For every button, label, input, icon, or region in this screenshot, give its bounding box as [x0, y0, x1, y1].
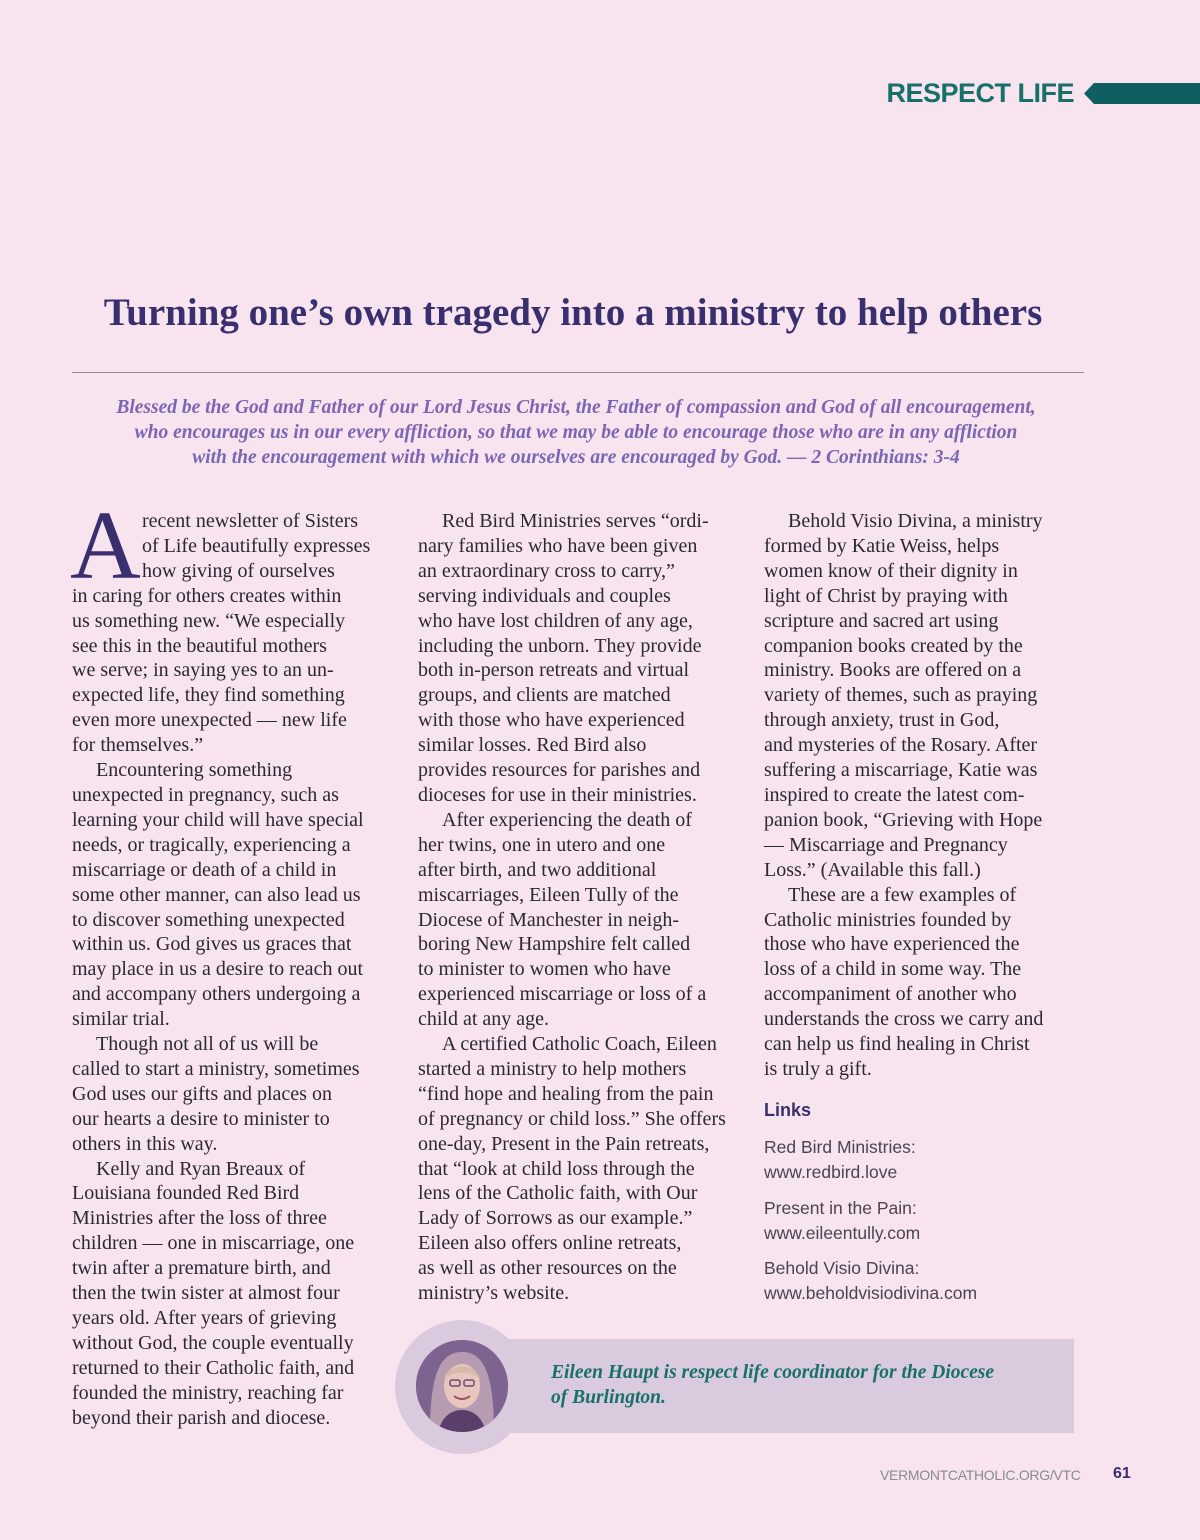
- paragraph: [72, 1032, 384, 1157]
- article-column-3: [764, 509, 1076, 1082]
- link-url[interactable]: www.beholdvisiodivina.com: [764, 1283, 978, 1303]
- title-divider: [72, 372, 1084, 373]
- paragraph: [418, 1032, 730, 1306]
- text-line: and accompany others undergoing a: [72, 983, 361, 1006]
- text-line: Red Bird Ministries serves “ordi-: [442, 510, 709, 532]
- paragraph: [418, 509, 730, 808]
- text-line: twin after a premature birth, and: [72, 1257, 331, 1280]
- text-line: including the unborn. They provide: [418, 634, 702, 657]
- footer-url[interactable]: VERMONTCATHOLIC.ORG/VTC: [880, 1467, 1081, 1483]
- text-line: Ministries after the loss of three: [72, 1207, 327, 1230]
- text-line: nary families who have been given: [418, 534, 698, 557]
- text-line: boring New Hampshire felt called: [418, 933, 691, 956]
- text-line: — Miscarriage and Pregnancy: [764, 833, 1008, 856]
- text-line: “find hope and healing from the pain: [418, 1082, 714, 1105]
- text-line: how giving of ourselves: [142, 559, 335, 582]
- scripture-quote: [60, 395, 1092, 470]
- text-line: miscarriages, Eileen Tully of the: [418, 883, 679, 906]
- text-line: serving individuals and couples: [418, 584, 671, 607]
- text-line: groups, and clients are matched: [418, 684, 671, 707]
- page-number: 61: [1113, 1465, 1131, 1482]
- text-line: dioceses for use in their ministries.: [418, 783, 697, 806]
- text-line: learning your child will have special: [72, 808, 364, 831]
- text-line: variety of themes, such as praying: [764, 684, 1038, 707]
- text-line: see this in the beautiful mothers: [72, 634, 327, 657]
- text-line: similar losses. Red Bird also: [418, 734, 647, 757]
- text-line: children — one in miscarriage, one: [72, 1232, 355, 1255]
- text-line: suffering a miscarriage, Katie was: [764, 759, 1038, 782]
- text-line: some other manner, can also lead us: [72, 883, 361, 906]
- link-present-in-the-pain[interactable]: [764, 1196, 920, 1246]
- text-line: Behold Visio Divina, a ministry: [788, 510, 1043, 532]
- text-line: of Life beautifully expresses: [142, 534, 371, 557]
- text-line: founded the ministry, reaching far: [72, 1381, 344, 1404]
- text-line: Diocese of Manchester in neigh-: [418, 908, 680, 931]
- text-line: called to start a ministry, sometimes: [72, 1057, 360, 1080]
- text-line: scripture and sacred art using: [764, 609, 999, 632]
- text-line: expected life, they find something: [72, 684, 345, 707]
- text-line: of pregnancy or child loss.” She offers: [418, 1107, 726, 1130]
- text-line: accompaniment of another who: [764, 983, 1017, 1006]
- text-line: started a ministry to help mothers: [418, 1057, 687, 1080]
- text-line: others in this way.: [72, 1132, 218, 1155]
- text-line: with those who have experienced: [418, 709, 685, 732]
- paragraph: [764, 883, 1076, 1082]
- text-line: to discover something unexpected: [72, 908, 345, 931]
- text-line: our hearts a desire to minister to: [72, 1107, 330, 1130]
- text-line: through anxiety, trust in God,: [764, 709, 1000, 732]
- text-line: lens of the Catholic faith, with Our: [418, 1182, 698, 1205]
- section-bar: [1084, 83, 1200, 104]
- text-line: after birth, and two additional: [418, 858, 657, 881]
- article-title: Turning one’s own tragedy into a ministry to help others: [103, 291, 1043, 334]
- text-line: within us. God gives us graces that: [72, 933, 352, 956]
- text-line: child at any age.: [418, 1008, 550, 1031]
- text-line: both in-person retreats and virtual: [418, 659, 690, 682]
- paragraph: [418, 808, 730, 1032]
- text-line: Eileen also offers online retreats,: [418, 1232, 682, 1255]
- text-line: an extraordinary cross to carry,”: [418, 559, 675, 582]
- quote-line: Blessed be the God and Father of our Lord Jesus Christ, the Father of compassion and God of all encouragement,: [116, 397, 1036, 418]
- article-column-2: [418, 509, 730, 1306]
- quote-line: who encourages us in our every affliction, so that we may be able to encourage those who are in any affliction: [134, 422, 1018, 443]
- text-line: provides resources for parishes and: [418, 759, 701, 782]
- text-line: light of Christ by praying with: [764, 584, 1008, 607]
- text-line: loss of a child in some way. The: [764, 958, 1022, 981]
- section-label: RESPECT LIFE: [886, 78, 1074, 108]
- paragraph: [72, 1157, 384, 1431]
- author-bio: [551, 1360, 1051, 1410]
- text-line: A certified Catholic Coach, Eileen: [442, 1033, 717, 1056]
- text-line: Louisiana founded Red Bird: [72, 1182, 300, 1205]
- paragraph: [72, 758, 384, 1032]
- text-line: who have lost children of any age,: [418, 609, 693, 632]
- text-line: ministry. Books are offered on a: [764, 659, 1022, 682]
- link-red-bird[interactable]: [764, 1135, 916, 1185]
- bio-line: Eileen Haupt is respect life coordinator for the Diocese: [551, 1362, 995, 1383]
- text-line: even more unexpected — new life: [72, 709, 347, 732]
- link-label: Red Bird Ministries:: [764, 1137, 916, 1157]
- text-line: formed by Katie Weiss, helps: [764, 534, 1000, 557]
- text-line: can help us find healing in Christ: [764, 1033, 1030, 1056]
- text-line: recent newsletter of Sisters: [142, 510, 359, 532]
- text-line: and mysteries of the Rosary. After: [764, 734, 1038, 757]
- text-line: After experiencing the death of: [442, 808, 692, 831]
- text-line: Catholic ministries founded by: [764, 908, 1012, 931]
- text-line: inspired to create the latest com-: [764, 783, 1025, 806]
- text-line: Kelly and Ryan Breaux of: [96, 1157, 306, 1180]
- text-line: without God, the couple eventually: [72, 1331, 354, 1354]
- text-line: understands the cross we carry and: [764, 1008, 1044, 1031]
- text-line: is truly a gift.: [764, 1057, 872, 1080]
- bio-line: of Burlington.: [551, 1387, 666, 1408]
- text-line: we serve; in saying yes to an un-: [72, 659, 334, 682]
- text-line: Though not all of us will be: [96, 1033, 319, 1056]
- link-url[interactable]: www.redbird.love: [764, 1162, 898, 1182]
- text-line: Loss.” (Available this fall.): [764, 858, 981, 881]
- text-line: Lady of Sorrows as our example.”: [418, 1207, 693, 1230]
- quote-line: with the encouragement with which we ourselves are encouraged by God. — 2 Corinthians: 3-4: [192, 447, 960, 468]
- text-line: ministry’s website.: [418, 1282, 570, 1305]
- text-line: in caring for others creates within: [72, 584, 342, 607]
- text-line: that “look at child loss through the: [418, 1157, 695, 1180]
- text-line: those who have experienced the: [764, 933, 1020, 956]
- text-line: These are a few examples of: [788, 883, 1017, 906]
- article-column-1: [72, 509, 384, 1431]
- text-line: us something new. “We especially: [72, 609, 346, 632]
- link-url[interactable]: www.eileentully.com: [764, 1223, 921, 1243]
- text-line: Encountering something: [96, 759, 293, 782]
- text-line: one-day, Present in the Pain retreats,: [418, 1132, 710, 1155]
- text-line: companion books created by the: [764, 634, 1023, 657]
- text-line: panion book, “Grieving with Hope: [764, 808, 1043, 831]
- text-line: returned to their Catholic faith, and: [72, 1356, 355, 1379]
- link-label: Present in the Pain:: [764, 1198, 917, 1218]
- link-label: Behold Visio Divina:: [764, 1258, 920, 1278]
- text-line: years old. After years of grieving: [72, 1307, 337, 1329]
- text-line: her twins, one in utero and one: [418, 833, 666, 856]
- links-heading: Links: [764, 1100, 812, 1120]
- text-line: then the twin sister at almost four: [72, 1282, 340, 1305]
- text-line: to minister to women who have: [418, 958, 671, 981]
- text-line: miscarriage or death of a child in: [72, 858, 337, 881]
- text-line: similar trial.: [72, 1008, 170, 1031]
- text-line: unexpected in pregnancy, such as: [72, 783, 339, 806]
- paragraph: [764, 509, 1076, 883]
- text-line: as well as other resources on the: [418, 1257, 677, 1280]
- text-line: beyond their parish and diocese.: [72, 1406, 331, 1429]
- text-line: God uses our gifts and places on: [72, 1082, 332, 1105]
- text-line: for themselves.”: [72, 734, 204, 757]
- text-line: women know of their dignity in: [764, 559, 1018, 582]
- link-behold-visio-divina[interactable]: [764, 1256, 977, 1306]
- text-line: experienced miscarriage or loss of a: [418, 983, 707, 1006]
- author-photo: [416, 1340, 508, 1432]
- avatar-illustration: [416, 1340, 508, 1432]
- text-line: needs, or tragically, experiencing a: [72, 833, 351, 856]
- text-line: may place in us a desire to reach out: [72, 958, 363, 981]
- drop-cap: A: [70, 492, 141, 600]
- paragraph: [72, 509, 384, 758]
